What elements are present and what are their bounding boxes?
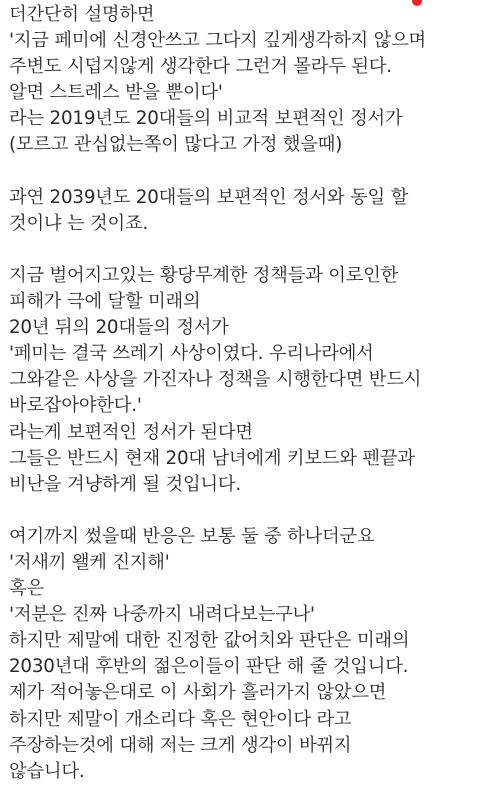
text-line: 비난을 겨냥하게 될 것입니다.	[9, 473, 241, 495]
text-line: 그와같은 사상을 가진자나 정책을 시행한다면 반드시	[9, 369, 422, 391]
text-line: 20년 뒤의 20대들의 정서가	[9, 317, 229, 339]
text-line: 라는 2019년도 20대들의 비교적 보편적인 정서가	[9, 108, 403, 130]
text-line: 하지만 제말이 개소리다 혹은 현안이다 라고	[9, 708, 352, 730]
text-line: 과연 2039년도 20대들의 보편적인 정서와 동일 할	[9, 186, 409, 208]
paragraph	[9, 524, 499, 785]
text-line: '저분은 진짜 나중까지 내려다보는구나'	[9, 604, 315, 626]
text-line: 않습니다.	[9, 760, 85, 782]
text-line: 것이냐 는 것이죠.	[9, 212, 149, 234]
paragraph-gap	[9, 498, 499, 524]
text-line: 라는게 보편적인 정서가 된다면	[9, 421, 253, 443]
paragraph-gap	[9, 159, 499, 185]
text-line: 여기까지 썼을때 반응은 보통 둘 중 하나더군요	[9, 525, 375, 547]
text-line: 제가 적어놓은대로 이 사회가 흘러가지 않았으면	[9, 682, 387, 704]
text-line: 주변도 시덥지않게 생각한다 그런거 몰라두 된다.	[9, 56, 392, 78]
text-line: (모르고 관심없는쪽이 많다고 가정 했을때)	[9, 134, 343, 156]
text-line: 더간단히 설명하면	[9, 4, 155, 25]
text-line: 2030년대 후반의 젊은이들이 판단 해 줄 것입니다.	[9, 656, 409, 678]
paragraph	[9, 263, 499, 498]
text-line: 바로잡아야한다.'	[9, 395, 142, 417]
text-line: '저새끼 왤케 진지해'	[9, 551, 170, 573]
text-line: 지금 벌어지고있는 황당무계한 정책들과 이로인한	[9, 264, 399, 286]
text-line: 혹은	[9, 578, 44, 600]
text-line: '페미는 결국 쓰레기 사상이였다. 우리나라에서	[9, 343, 374, 365]
text-line: 그들은 반드시 현재 20대 남녀에게 키보드와 펜끝과	[9, 447, 415, 469]
paragraph-gap	[9, 237, 499, 263]
text-line: 하지만 제말에 대한 진정한 값어치와 판단은 미래의	[9, 630, 410, 652]
text-line: '지금 페미에 신경안쓰고 그다지 깊게생각하지 않으며	[9, 30, 426, 52]
paragraph	[9, 185, 499, 237]
text-line: 알면 스트레스 받을 뿐이다'	[9, 82, 223, 104]
text-line: 주장하는것에 대해 저는 크게 생각이 바뀌지	[9, 734, 352, 756]
paragraph	[9, 2, 499, 159]
post-body	[9, 2, 499, 785]
text-line: 피해가 극에 달할 미래의	[9, 291, 201, 313]
